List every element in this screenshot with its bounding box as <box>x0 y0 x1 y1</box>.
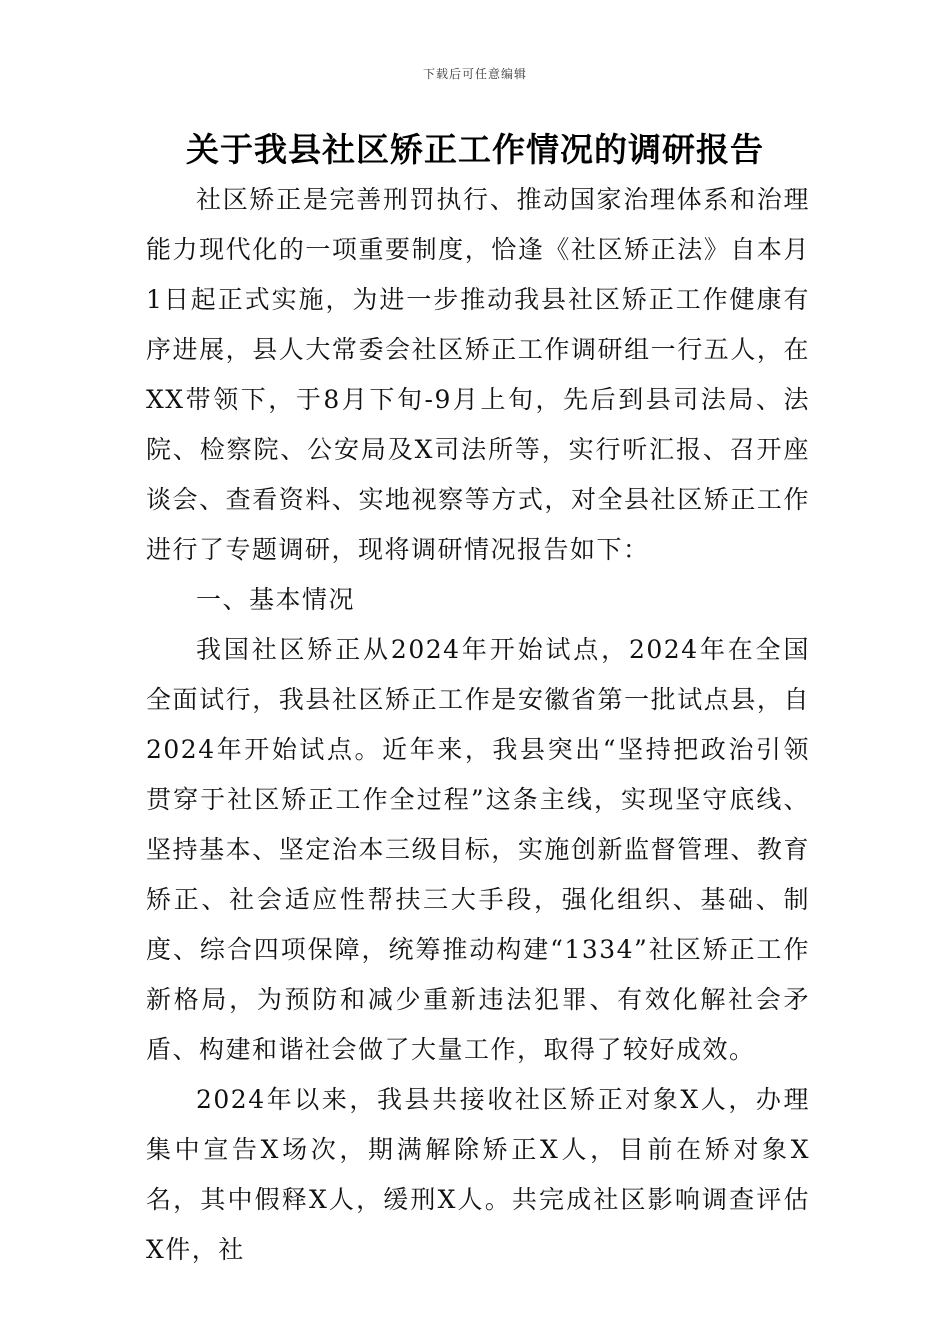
header-note: 下载后可任意编辑 <box>422 67 527 81</box>
paragraph-background: 我国社区矫正从2024年开始试点，2024年在全国全面试行，我县社区矫正工作是安徽省第一批试点县，自2024年开始试点。近年来，我县突出“坚持把政治引领贯穿于社区矫正工作全过程”这条主线，实现坚守底线、坚持基本、坚定治本三级目标，实施创新监督管理、教育矫正、社会适应性帮扶三大手段，强化组织、基础、制度、综合四项保障，统筹推动构建“1334”社区矫正工作新格局，为预防和减少重新违法犯罪、有效化解社会矛盾、构建和谐社会做了大量工作，取得了较好成效。 <box>146 635 810 1064</box>
paragraph-intro: 社区矫正是完善刑罚执行、推动国家治理体系和治理能力现代化的一项重要制度，恰逢《社区矫正法》自本月1日起正式实施，为进一步推动我县社区矫正工作健康有序进展，县人大常委会社区矫正工作调研组一行五人，在XX带领下，于8月下旬-9月上旬，先后到县司法局、法院、检察院、公安局及X司法所等，实行听汇报、召开座谈会、查看资料、实地视察等方式，对全县社区矫正工作进行了专题调研，现将调研情况报告如下： <box>146 185 810 564</box>
section-heading-basic-situation: 一、基本情况 <box>196 585 356 614</box>
document-body <box>146 175 810 1275</box>
document-title: 关于我县社区矫正工作情况的调研报告 <box>186 130 764 169</box>
paragraph-statistics: 2024年以来，我县共接收社区矫正对象X人，办理集中宣告X场次，期满解除矫正X人，目前在矫对象X名，其中假释X人，缓刑X人。共完成社区影响调查评估X件，社 <box>146 1085 810 1264</box>
